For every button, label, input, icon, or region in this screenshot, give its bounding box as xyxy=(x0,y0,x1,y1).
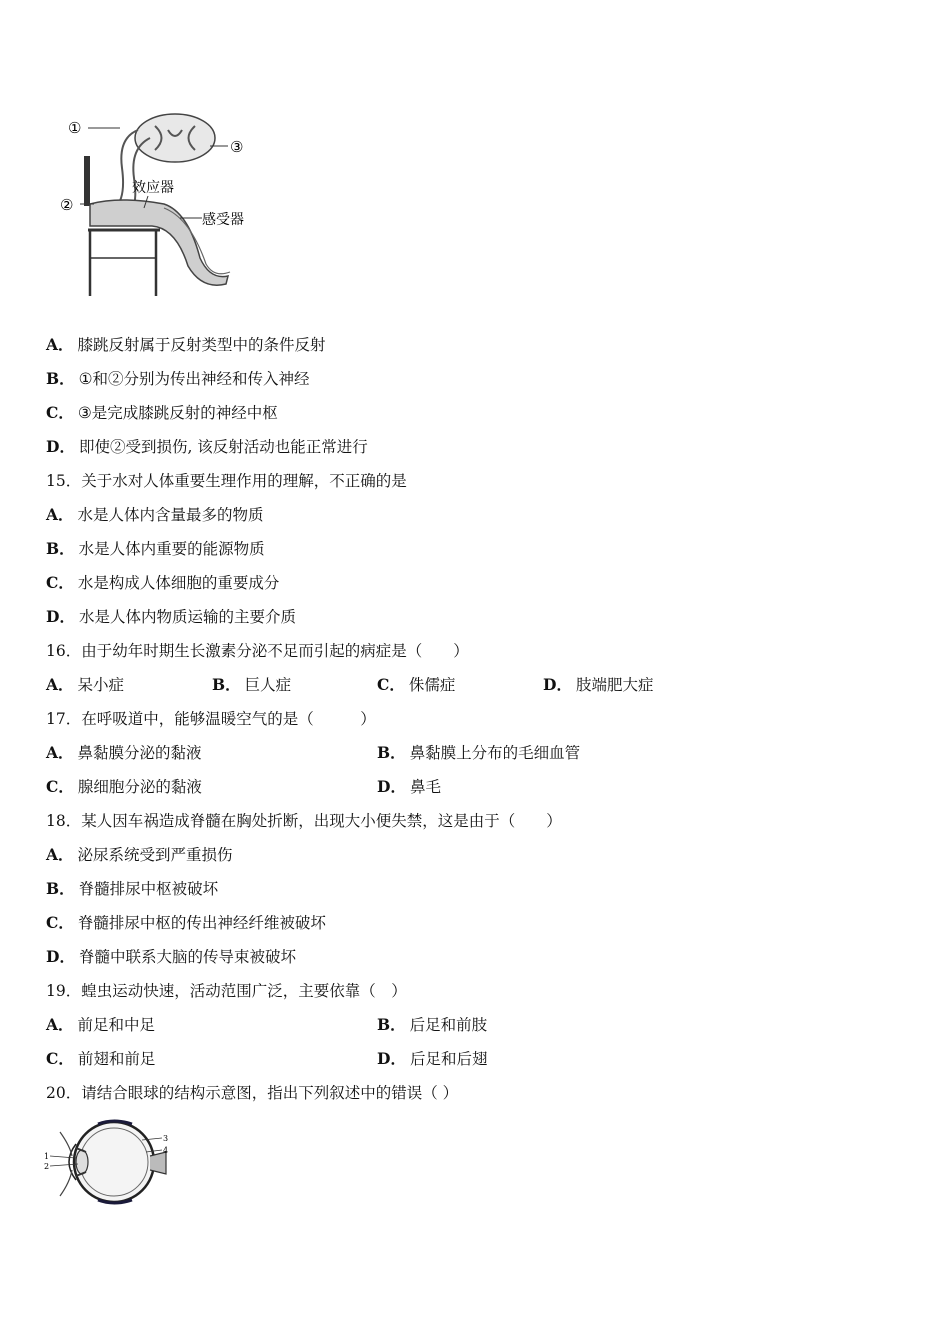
label-effector: 效应器 xyxy=(132,180,174,196)
q18-option-c[interactable]: C． 脊髓排尿中枢的传出神经纤维被破坏 xyxy=(46,913,326,932)
label-receptor: 感受器 xyxy=(202,212,244,228)
label-circle-3: ③ xyxy=(230,138,244,156)
q17-option-c[interactable]: C． 腺细胞分泌的黏液 xyxy=(46,777,202,796)
q18-option-b[interactable]: B． 脊髓排尿中枢被破坏 xyxy=(46,879,219,898)
q15-option-c[interactable]: C． 水是构成人体细胞的重要成分 xyxy=(46,573,280,592)
q16-stem: 16．由于幼年时期生长激素分泌不足而引起的病症是（ ） xyxy=(46,642,469,660)
q16-option-a[interactable]: A． 呆小症 xyxy=(46,675,125,694)
q19-option-d[interactable]: D． 后足和后翅 xyxy=(377,1049,488,1068)
label-circle-2: ② xyxy=(60,196,74,214)
q16-option-c[interactable]: C． 侏儒症 xyxy=(377,675,456,694)
q19-option-c[interactable]: C． 前翅和前足 xyxy=(46,1049,156,1068)
q14-option-d[interactable]: D． 即使②受到损伤, 该反射活动也能正常进行 xyxy=(46,437,368,456)
q19-stem: 19．蝗虫运动快速，活动范围广泛，主要依靠（ ） xyxy=(46,982,407,1000)
q17-option-d[interactable]: D． 鼻毛 xyxy=(377,777,441,796)
q14-option-b[interactable]: B． ①和②分别为传出神经和传入神经 xyxy=(46,369,310,388)
q15-option-d[interactable]: D． 水是人体内物质运输的主要介质 xyxy=(46,607,296,626)
q18-option-d[interactable]: D． 脊髓中联系大脑的传导束被破坏 xyxy=(46,947,296,966)
q16-option-d[interactable]: D． 肢端肥大症 xyxy=(543,675,654,694)
eyeball-figure xyxy=(42,1112,172,1216)
q19-option-b[interactable]: B． 后足和前肢 xyxy=(377,1015,488,1034)
knee-jerk-reflex-figure xyxy=(60,108,270,300)
q14-option-a[interactable]: A． 膝跳反射属于反射类型中的条件反射 xyxy=(46,335,326,354)
eye-label-3: 3 xyxy=(163,1134,169,1143)
q17-stem: 17．在呼吸道中，能够温暖空气的是（ ） xyxy=(46,710,376,728)
q17-option-b[interactable]: B． 鼻黏膜上分布的毛细血管 xyxy=(377,743,581,762)
eye-label-4: 4 xyxy=(163,1146,169,1155)
q15-option-b[interactable]: B． 水是人体内重要的能源物质 xyxy=(46,539,265,558)
q14-option-c[interactable]: C． ③是完成膝跳反射的神经中枢 xyxy=(46,403,278,422)
q16-option-b[interactable]: B． 巨人症 xyxy=(212,675,292,694)
eye-label-1: 1 xyxy=(44,1152,50,1161)
q15-option-a[interactable]: A． 水是人体内含量最多的物质 xyxy=(46,505,264,524)
label-circle-1: ① xyxy=(68,119,82,137)
q20-stem: 20．请结合眼球的结构示意图，指出下列叙述中的错误（ ） xyxy=(46,1084,459,1102)
q15-stem: 15．关于水对人体重要生理作用的理解，不正确的是 xyxy=(46,472,407,490)
eye-label-2: 2 xyxy=(44,1162,50,1171)
q17-option-a[interactable]: A． 鼻黏膜分泌的黏液 xyxy=(46,743,202,762)
q18-option-a[interactable]: A． 泌尿系统受到严重损伤 xyxy=(46,845,233,864)
q19-option-a[interactable]: A． 前足和中足 xyxy=(46,1015,156,1034)
q18-stem: 18．某人因车祸造成脊髓在胸处折断，出现大小便失禁，这是由于（ ） xyxy=(46,812,562,830)
